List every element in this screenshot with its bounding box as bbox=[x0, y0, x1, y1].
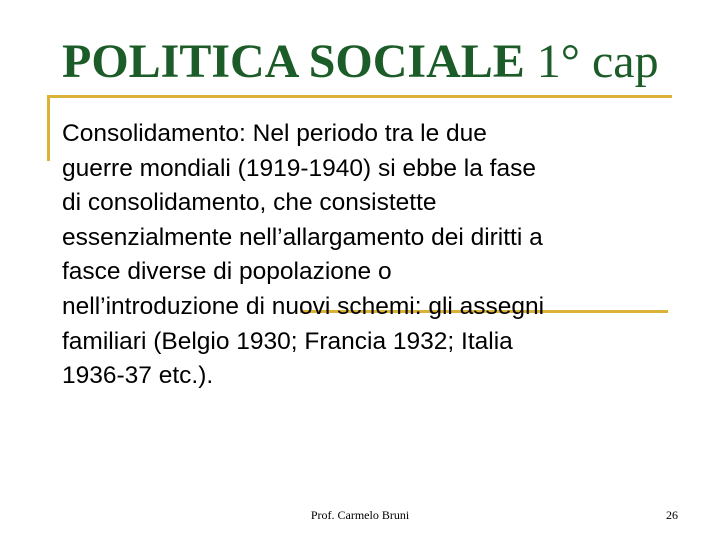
body-line: di consolidamento, che consistette bbox=[62, 189, 437, 217]
body-line: familiari (Belgio 1930; Francia 1932; Italia bbox=[62, 327, 513, 355]
footer-author: Prof. Carmelo Bruni bbox=[310, 508, 410, 522]
slide-title bbox=[62, 34, 659, 90]
title-underline-rule bbox=[48, 95, 672, 98]
body-line: guerre mondiali (1919-1940) si ebbe la fase bbox=[62, 154, 536, 182]
body-line: essenzialmente nell’allargamento dei diritti a bbox=[62, 223, 543, 251]
body-line: fasce diverse di popolazione o bbox=[62, 258, 392, 286]
body-paragraph bbox=[62, 117, 702, 394]
page-number: 26 bbox=[666, 508, 678, 522]
left-accent-rule bbox=[47, 95, 50, 161]
body-line: 1936-37 etc.). bbox=[62, 362, 214, 390]
slide-title-main: POLITICA SOCIALE bbox=[62, 35, 525, 88]
slide-title-chapter: 1° cap bbox=[524, 35, 659, 88]
body-line: nell’introduzione di nuovi schemi: gli assegni bbox=[62, 292, 545, 320]
body-line: Consolidamento: Nel periodo tra le due bbox=[62, 120, 487, 147]
